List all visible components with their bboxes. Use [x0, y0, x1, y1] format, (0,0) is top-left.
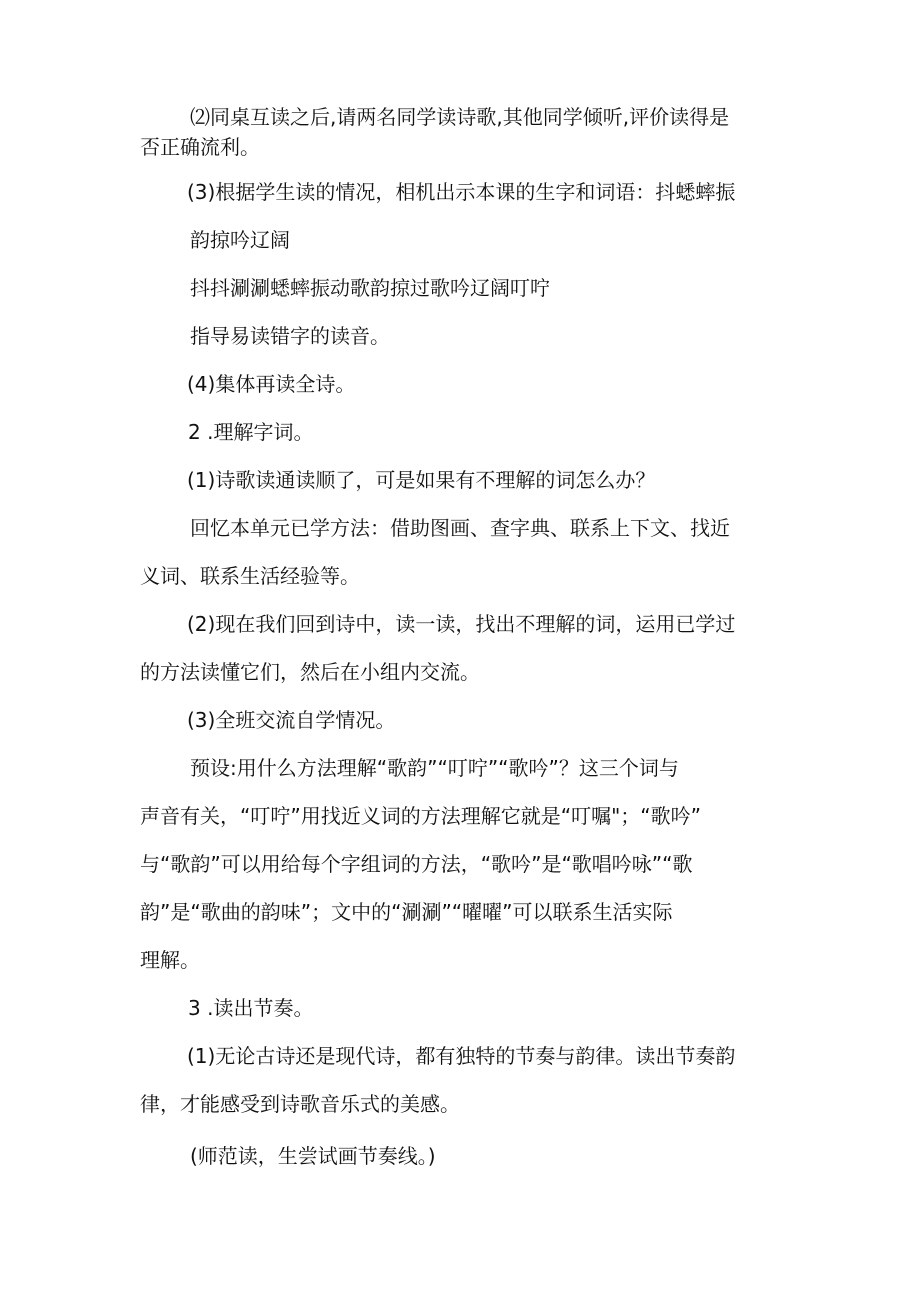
text-line: 韵”是“歌曲的韵味”；文中的“涮涮”“曜曜”可以联系生活实际: [140, 900, 673, 924]
text-line: (1)无论古诗还是现代诗，都有独特的节奏与韵律。读出节奏韵: [187, 1044, 736, 1068]
text-line: (3)根据学生读的情况，相机出示本课的生字和词语：抖蟋蟀振: [187, 180, 736, 204]
text-line: 律，才能感受到诗歌音乐式的美感。: [140, 1092, 460, 1116]
text-line: (2)现在我们回到诗中，读一读，找出不理解的词，运用已学过: [187, 612, 736, 636]
text-line: 抖抖涮涮蟋蟀振动歌韵掠过歌吟辽阔叮咛: [190, 276, 550, 300]
text-line: (3)全班交流自学情况。: [187, 708, 396, 732]
heading-read-rhythm: 3 .读出节奏。: [188, 996, 314, 1020]
text-line: (师范读，生尝试画节奏线。): [190, 1144, 436, 1168]
text-line: ⑵同桌互读之后,请两名同学读诗歌,其他同学倾听,评价读得是: [190, 105, 730, 129]
text-line: 与“歌韵”可以用给每个字组词的方法，“歌吟”是“歌唱吟咏”“歌: [140, 852, 693, 876]
text-line: 理解。: [140, 948, 200, 972]
text-line: 指导易读错字的读音。: [190, 324, 390, 348]
text-line: 预设:用什么方法理解“歌韵”“叮咛”“歌吟”？这三个词与: [190, 756, 679, 780]
text-line: 声音有关，“叮咛”用找近义词的方法理解它就是“叮嘱"；“歌吟”: [140, 804, 702, 828]
text-line: 义词、联系生活经验等。: [140, 564, 360, 588]
text-line: (1)诗歌读通读顺了，可是如果有不理解的词怎么办？: [187, 468, 656, 492]
heading-understand-words: 2 .理解字词。: [188, 420, 314, 444]
text-line: 回忆本单元已学方法：借助图画、查字典、联系上下文、找近: [190, 516, 730, 540]
text-line: 韵掠吟辽阔: [190, 228, 290, 252]
text-line: 的方法读懂它们，然后在小组内交流。: [140, 660, 480, 684]
text-line: 否正确流利。: [140, 135, 260, 159]
text-line: (4)集体再读全诗。: [187, 372, 356, 396]
